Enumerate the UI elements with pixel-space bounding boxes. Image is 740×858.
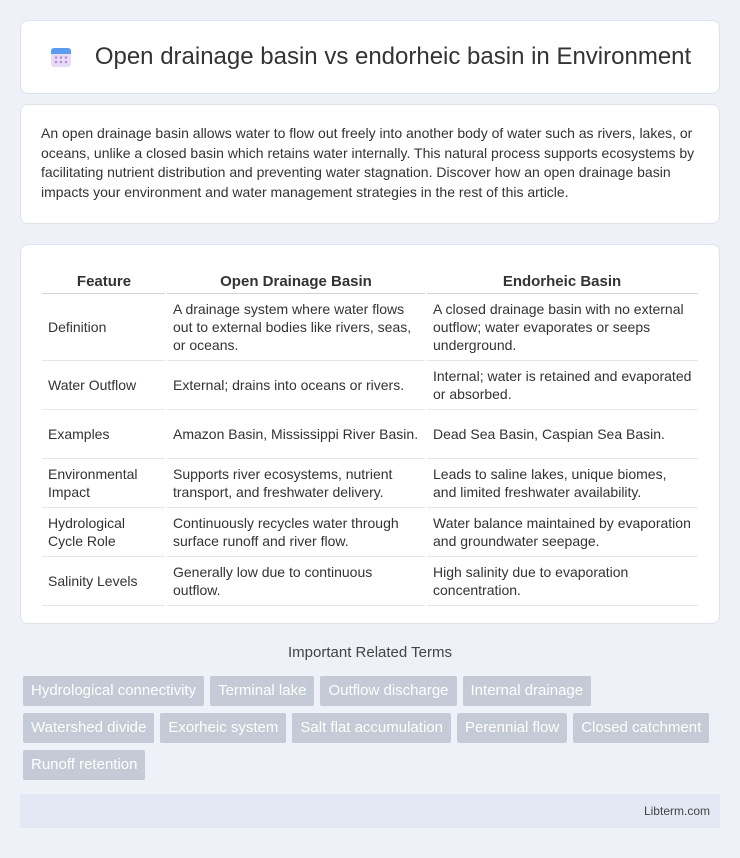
comparison-table-card bbox=[20, 244, 720, 624]
table-cell: Continuously recycles water through surface runoff and river flow. bbox=[166, 507, 426, 556]
table-cell: A drainage system where water flows out to external bodies like rivers, seas, or oceans. bbox=[166, 293, 426, 360]
table-cell: Examples bbox=[42, 409, 166, 458]
calendar-icon bbox=[49, 45, 73, 69]
table-cell: Generally low due to continuous outflow. bbox=[166, 556, 426, 605]
table-cell: Definition bbox=[42, 293, 166, 360]
table-cell: Water balance maintained by evaporation and groundwater seepage. bbox=[426, 507, 698, 556]
table-row bbox=[42, 409, 698, 458]
table-cell: Water Outflow bbox=[42, 360, 166, 409]
related-term-tag[interactable]: Terminal lake bbox=[210, 676, 314, 706]
related-term-tag[interactable]: Closed catchment bbox=[573, 713, 709, 743]
related-term-tag[interactable]: Outflow discharge bbox=[320, 676, 456, 706]
table-row bbox=[42, 507, 698, 556]
column-header-feature: Feature bbox=[42, 265, 166, 293]
related-term-tag[interactable]: Exorheic system bbox=[160, 713, 286, 743]
page-title: Open drainage basin vs endorheic basin in Environment bbox=[94, 43, 692, 70]
table-header-row bbox=[42, 265, 698, 293]
table-cell: Internal; water is retained and evaporated or absorbed. bbox=[426, 360, 698, 409]
related-term-tag[interactable]: Watershed divide bbox=[23, 713, 154, 743]
column-header-open-basin: Open Drainage Basin bbox=[166, 265, 426, 293]
table-cell: Environmental Impact bbox=[42, 458, 166, 507]
related-term-tag[interactable]: Perennial flow bbox=[457, 713, 567, 743]
table-row bbox=[42, 556, 698, 605]
table-row bbox=[42, 360, 698, 409]
header-card bbox=[20, 20, 720, 94]
table-row bbox=[42, 458, 698, 507]
related-term-tag[interactable]: Runoff retention bbox=[23, 750, 145, 780]
table-cell: A closed drainage basin with no external outflow; water evaporates or seeps underground. bbox=[426, 293, 698, 360]
table-cell: Salinity Levels bbox=[42, 556, 166, 605]
comparison-table bbox=[42, 265, 698, 606]
intro-card bbox=[20, 104, 720, 224]
related-term-tag[interactable]: Internal drainage bbox=[463, 676, 592, 706]
table-cell: Hydrological Cycle Role bbox=[42, 507, 166, 556]
table-cell: Supports river ecosystems, nutrient transport, and freshwater delivery. bbox=[166, 458, 426, 507]
table-row bbox=[42, 293, 698, 360]
table-cell: Dead Sea Basin, Caspian Sea Basin. bbox=[426, 409, 698, 458]
footer bbox=[20, 794, 720, 828]
related-terms-title: Important Related Terms bbox=[288, 644, 452, 661]
related-terms-list bbox=[23, 676, 723, 787]
intro-paragraph: An open drainage basin allows water to flow out freely into another body of water such as rivers, lakes, or oceans, unlike a closed basin which retains water internally. This natural process supports ecosystems by facilitating nutrient distribution and preventing water stagnation. Discover how an open drainage basin impacts your environment and water management strategies in the rest of this article. bbox=[41, 125, 695, 200]
related-term-tag[interactable]: Salt flat accumulation bbox=[292, 713, 451, 743]
table-cell: High salinity due to evaporation concentration. bbox=[426, 556, 698, 605]
table-cell: Leads to saline lakes, unique biomes, and limited freshwater availability. bbox=[426, 458, 698, 507]
table-cell: External; drains into oceans or rivers. bbox=[166, 360, 426, 409]
column-header-endorheic-basin: Endorheic Basin bbox=[426, 265, 698, 293]
footer-brand-link[interactable]: Libterm.com bbox=[643, 804, 710, 818]
table-cell: Amazon Basin, Mississippi River Basin. bbox=[166, 409, 426, 458]
related-term-tag[interactable]: Hydrological connectivity bbox=[23, 676, 204, 706]
